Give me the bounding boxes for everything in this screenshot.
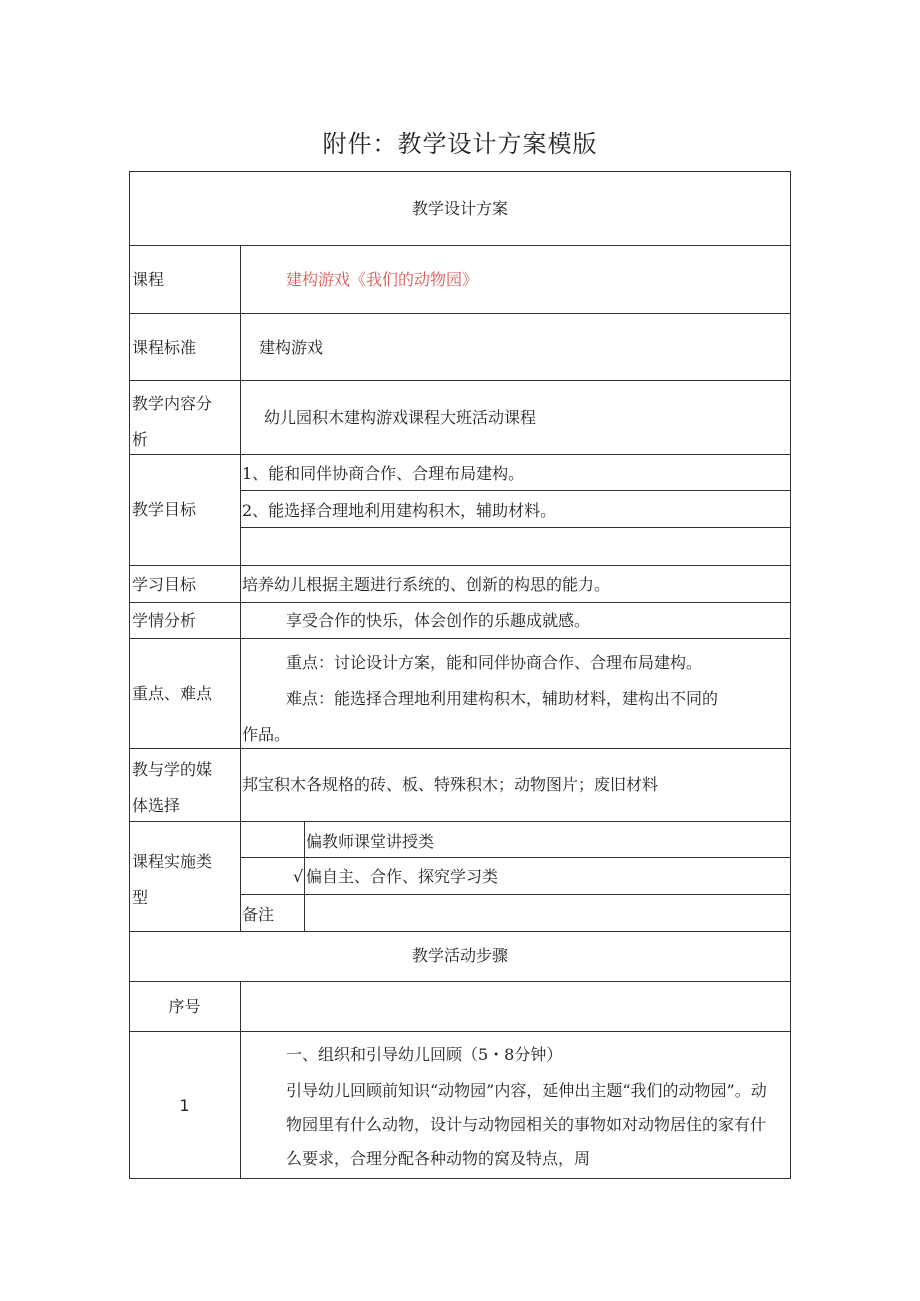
remark-label: 备注 — [242, 905, 275, 924]
document-title: 附件：教学设计方案模版 — [322, 130, 598, 158]
media-label-line1: 教与学的媒 — [132, 760, 213, 779]
media-label-line2: 体选择 — [132, 796, 181, 815]
learning-value: 培养幼儿根据主题进行系统的、创新的构思的能力。 — [242, 575, 611, 594]
standard-label: 课程标准 — [132, 338, 197, 357]
step-1-title: 一、组织和引导幼儿回顾（5・8分钟） — [286, 1045, 563, 1064]
step-1-text: 引导幼儿回顾前知识“动物园”内容，延伸出主题“我们的动物园”。动物园里有什么动物，设计与动物园相关的事物如对动物居住的家有什么要求，合理分配各种动物的窝及特点，周 — [286, 1081, 767, 1168]
content-label-line1: 教学内容分 — [132, 394, 213, 413]
check-mark-icon: √ — [293, 867, 304, 886]
goal-1: 1、能和同伴协商合作、合理布局建构。 — [242, 464, 525, 483]
situation-value: 享受合作的快乐，体会创作的乐趣成就感。 — [286, 611, 591, 630]
goals-label: 教学目标 — [132, 500, 197, 519]
difficult-point-line2: 作品。 — [242, 725, 291, 744]
type-option-1: 偏教师课堂讲授类 — [306, 832, 435, 851]
learning-label: 学习目标 — [132, 575, 197, 594]
content-value: 幼儿园积木建构游戏课程大班活动课程 — [264, 408, 537, 427]
course-label: 课程 — [132, 270, 165, 289]
lesson-plan-table — [129, 171, 791, 1179]
media-value: 邦宝积木各规格的砖、板、特殊积木；动物图片；废旧材料 — [242, 775, 659, 794]
table-header: 教学设计方案 — [411, 199, 508, 218]
situation-label: 学情分析 — [132, 611, 197, 630]
course-value: 建构游戏《我们的动物园》 — [286, 270, 479, 289]
type-label-line1: 课程实施类 — [132, 852, 213, 871]
standard-value: 建构游戏 — [259, 338, 324, 357]
difficult-point-line1: 难点：能选择合理地利用建构积木，辅助材料，建构出不同的 — [286, 689, 719, 708]
steps-header: 教学活动步骤 — [411, 946, 508, 965]
seq-label: 序号 — [168, 997, 201, 1016]
key-label: 重点、难点 — [132, 684, 213, 703]
type-label-line2: 型 — [132, 888, 149, 907]
goal-2: 2、能选择合理地利用建构积木，辅助材料。 — [242, 501, 557, 520]
key-point: 重点：讨论设计方案，能和同伴协商合作、合理布局建构。 — [286, 653, 703, 672]
content-label-line2: 析 — [132, 430, 149, 449]
step-1-number: 1 — [179, 1096, 190, 1115]
type-option-2: 偏自主、合作、探究学习类 — [306, 867, 499, 886]
